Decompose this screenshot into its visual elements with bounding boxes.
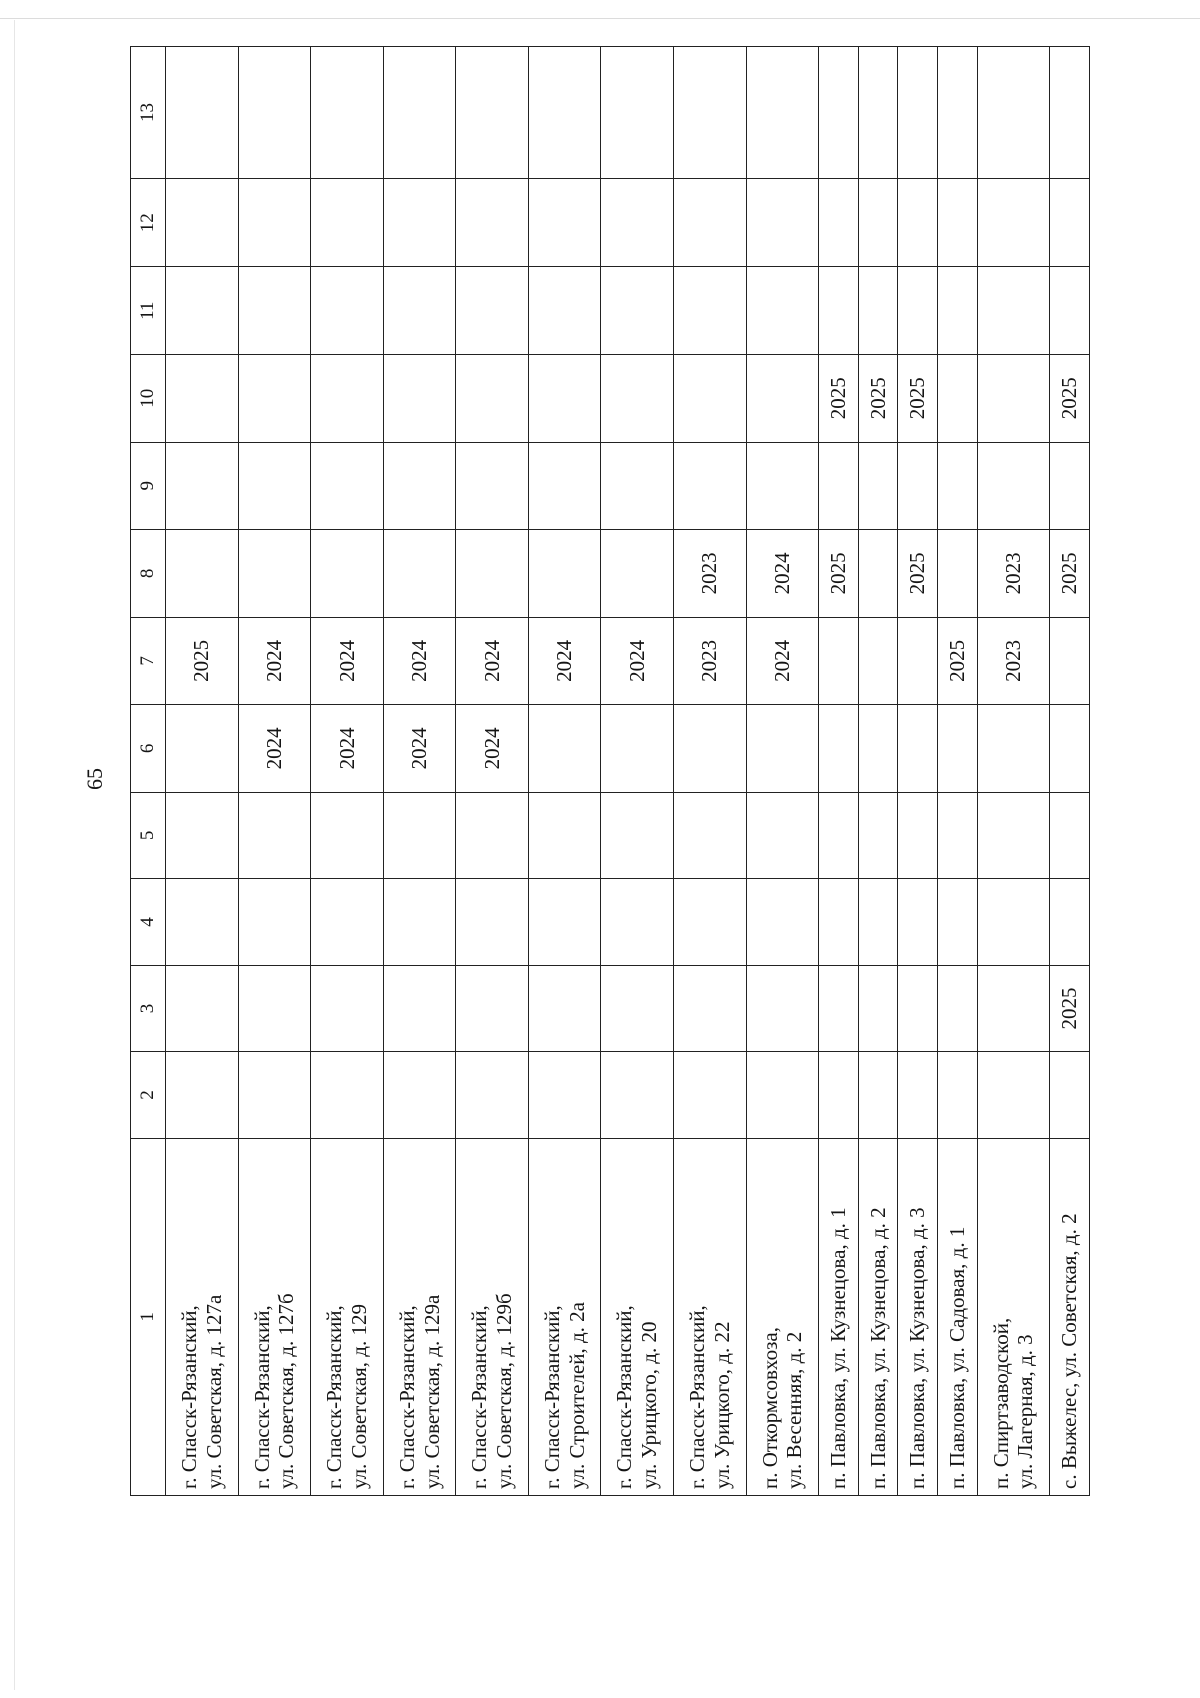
table-row <box>746 47 819 1496</box>
year-cell <box>456 267 529 355</box>
year-cell <box>1050 442 1090 530</box>
year-cell <box>746 47 819 179</box>
year-cell <box>819 879 859 966</box>
year-cell <box>238 1052 311 1139</box>
year-cell: 2023 <box>674 530 747 618</box>
address-cell: г. Спасск-Рязанский, ул. Советская, д. 127б <box>238 1138 311 1495</box>
table-row <box>938 47 978 1496</box>
column-number-header: 1 <box>131 1138 166 1495</box>
column-number-header: 13 <box>131 47 166 179</box>
year-cell <box>383 879 456 966</box>
year-cell <box>166 178 239 267</box>
year-cell <box>858 617 898 705</box>
address-cell: г. Спасск-Рязанский, ул. Урицкого, д. 22 <box>674 1138 747 1495</box>
year-cell <box>977 1052 1050 1139</box>
year-cell <box>166 705 239 793</box>
year-cell <box>528 178 601 267</box>
year-cell <box>166 442 239 530</box>
year-cell <box>311 47 384 179</box>
year-cell <box>977 267 1050 355</box>
year-cell <box>456 965 529 1052</box>
year-cell <box>1050 879 1090 966</box>
address-cell: с. Выжелес, ул. Советская, д. 2 <box>1050 1138 1090 1495</box>
year-cell <box>746 442 819 530</box>
year-cell <box>858 792 898 879</box>
table-row <box>977 47 1050 1496</box>
year-cell <box>166 965 239 1052</box>
page-number: 65 <box>82 768 107 790</box>
year-cell <box>166 267 239 355</box>
year-cell <box>601 178 674 267</box>
year-cell <box>383 965 456 1052</box>
year-cell <box>898 267 938 355</box>
year-cell: 2024 <box>311 617 384 705</box>
year-cell <box>456 530 529 618</box>
year-cell <box>528 792 601 879</box>
year-cell <box>746 792 819 879</box>
year-cell: 2024 <box>528 617 601 705</box>
year-cell <box>1050 267 1090 355</box>
address-cell: г. Спасск-Рязанский, ул. Советская, д. 129а <box>383 1138 456 1495</box>
year-cell <box>674 178 747 267</box>
table-row <box>311 47 384 1496</box>
year-cell <box>746 178 819 267</box>
table-row <box>238 47 311 1496</box>
year-cell: 2024 <box>311 705 384 793</box>
year-cell <box>819 705 859 793</box>
year-cell <box>166 792 239 879</box>
column-number-header: 2 <box>131 1052 166 1139</box>
year-cell <box>238 47 311 179</box>
year-cell <box>383 47 456 179</box>
year-cell: 2024 <box>238 705 311 793</box>
year-cell <box>528 442 601 530</box>
year-cell <box>383 355 456 443</box>
year-cell <box>1050 617 1090 705</box>
address-cell: г. Спасск-Рязанский, ул. Советская, д. 129 <box>311 1138 384 1495</box>
year-cell <box>1050 705 1090 793</box>
table-row <box>819 47 859 1496</box>
year-cell <box>238 965 311 1052</box>
year-cell: 2023 <box>977 530 1050 618</box>
table-row <box>456 47 529 1496</box>
year-cell <box>311 267 384 355</box>
year-cell <box>601 442 674 530</box>
year-cell <box>674 267 747 355</box>
year-cell <box>898 705 938 793</box>
column-number-header: 5 <box>131 792 166 879</box>
year-cell <box>977 47 1050 179</box>
year-cell <box>819 617 859 705</box>
year-cell <box>456 1052 529 1139</box>
year-cell <box>166 530 239 618</box>
year-cell <box>456 792 529 879</box>
year-cell <box>938 705 978 793</box>
year-cell <box>858 965 898 1052</box>
year-cell <box>898 792 938 879</box>
year-cell <box>938 355 978 443</box>
year-cell <box>819 178 859 267</box>
year-cell <box>746 965 819 1052</box>
table-row <box>383 47 456 1496</box>
year-cell <box>977 792 1050 879</box>
year-cell <box>938 1052 978 1139</box>
year-cell <box>238 355 311 443</box>
year-cell <box>456 47 529 179</box>
year-cell: 2025 <box>819 355 859 443</box>
table-row <box>528 47 601 1496</box>
year-cell <box>528 705 601 793</box>
year-cell: 2024 <box>456 617 529 705</box>
year-cell <box>238 267 311 355</box>
year-cell <box>601 47 674 179</box>
year-cell <box>528 267 601 355</box>
year-cell: 2025 <box>898 530 938 618</box>
year-cell <box>1050 1052 1090 1139</box>
year-cell <box>674 965 747 1052</box>
year-cell: 2024 <box>601 617 674 705</box>
year-cell <box>938 47 978 179</box>
year-cell <box>166 47 239 179</box>
year-cell <box>238 442 311 530</box>
year-cell <box>456 442 529 530</box>
year-cell <box>383 442 456 530</box>
year-cell <box>858 530 898 618</box>
year-cell <box>383 1052 456 1139</box>
year-cell <box>819 267 859 355</box>
year-cell <box>383 267 456 355</box>
year-cell <box>938 442 978 530</box>
year-cell: 2025 <box>166 617 239 705</box>
address-cell: п. Спиртзаводской, ул. Лагерная, д. 3 <box>977 1138 1050 1495</box>
year-cell <box>898 879 938 966</box>
address-cell: п. Павловка, ул. Кузнецова, д. 2 <box>858 1138 898 1495</box>
year-cell <box>819 792 859 879</box>
year-cell <box>977 705 1050 793</box>
column-number-header: 3 <box>131 965 166 1052</box>
year-cell <box>601 792 674 879</box>
year-cell <box>858 1052 898 1139</box>
year-cell <box>601 530 674 618</box>
year-cell: 2025 <box>819 530 859 618</box>
year-cell <box>674 47 747 179</box>
year-cell <box>601 705 674 793</box>
year-cell <box>938 965 978 1052</box>
column-number-header: 6 <box>131 705 166 793</box>
year-cell <box>746 355 819 443</box>
year-cell <box>601 1052 674 1139</box>
year-cell <box>858 879 898 966</box>
year-cell <box>311 442 384 530</box>
year-cell <box>858 47 898 179</box>
year-cell <box>528 879 601 966</box>
year-cell <box>238 530 311 618</box>
year-cell <box>1050 178 1090 267</box>
column-number-header: 8 <box>131 530 166 618</box>
column-number-header: 12 <box>131 178 166 267</box>
year-cell: 2025 <box>1050 965 1090 1052</box>
table-row <box>674 47 747 1496</box>
year-cell <box>674 442 747 530</box>
year-cell <box>819 442 859 530</box>
year-cell <box>383 792 456 879</box>
year-cell: 2025 <box>858 355 898 443</box>
year-cell <box>898 178 938 267</box>
year-cell <box>977 442 1050 530</box>
year-cell <box>456 355 529 443</box>
year-cell <box>166 879 239 966</box>
year-cell <box>311 965 384 1052</box>
year-cell <box>528 355 601 443</box>
year-cell <box>858 442 898 530</box>
year-cell <box>746 1052 819 1139</box>
year-cell: 2024 <box>383 617 456 705</box>
year-cell <box>674 705 747 793</box>
column-number-header: 7 <box>131 617 166 705</box>
year-cell <box>746 879 819 966</box>
year-cell <box>858 178 898 267</box>
rotated-table-sheet <box>130 46 1090 1496</box>
year-cell: 2024 <box>746 617 819 705</box>
year-cell: 2025 <box>1050 530 1090 618</box>
year-cell <box>977 178 1050 267</box>
year-cell <box>938 879 978 966</box>
year-cell <box>819 47 859 179</box>
year-cell <box>1050 47 1090 179</box>
address-cell: п. Павловка, ул. Кузнецова, д. 3 <box>898 1138 938 1495</box>
year-cell <box>746 267 819 355</box>
year-cell: 2023 <box>674 617 747 705</box>
address-cell: г. Спасск-Рязанский, ул. Советская, д. 127а <box>166 1138 239 1495</box>
year-cell <box>383 530 456 618</box>
year-cell: 2024 <box>746 530 819 618</box>
year-cell <box>311 792 384 879</box>
year-cell <box>238 792 311 879</box>
year-cell <box>977 355 1050 443</box>
year-cell <box>311 355 384 443</box>
table-row <box>1050 47 1090 1496</box>
address-cell: г. Спасск-Рязанский, ул. Строителей, д. 2а <box>528 1138 601 1495</box>
year-cell <box>674 879 747 966</box>
year-cell <box>898 47 938 179</box>
year-cell <box>528 1052 601 1139</box>
year-cell <box>601 267 674 355</box>
year-cell <box>601 965 674 1052</box>
year-cell: 2025 <box>1050 355 1090 443</box>
year-cell <box>528 47 601 179</box>
year-cell <box>977 965 1050 1052</box>
year-cell <box>819 965 859 1052</box>
year-cell: 2024 <box>456 705 529 793</box>
year-cell <box>898 1052 938 1139</box>
year-cell <box>528 530 601 618</box>
table-row <box>858 47 898 1496</box>
year-cell <box>1050 792 1090 879</box>
year-cell <box>746 705 819 793</box>
year-cell <box>898 617 938 705</box>
year-cell <box>311 879 384 966</box>
year-cell: 2025 <box>898 355 938 443</box>
year-cell <box>383 178 456 267</box>
column-number-header: 11 <box>131 267 166 355</box>
year-cell <box>819 1052 859 1139</box>
address-cell: п. Павловка, ул. Кузнецова, д. 1 <box>819 1138 859 1495</box>
column-number-header: 4 <box>131 879 166 966</box>
table-row <box>601 47 674 1496</box>
header-row <box>131 47 166 1496</box>
address-cell: г. Спасск-Рязанский, ул. Советская, д. 129б <box>456 1138 529 1495</box>
year-cell <box>311 1052 384 1139</box>
year-cell <box>456 178 529 267</box>
year-cell: 2025 <box>938 617 978 705</box>
year-cell <box>311 530 384 618</box>
year-cell <box>166 1052 239 1139</box>
year-cell: 2023 <box>977 617 1050 705</box>
year-cell <box>238 178 311 267</box>
year-cell <box>601 879 674 966</box>
year-cell <box>977 879 1050 966</box>
column-number-header: 10 <box>131 355 166 443</box>
year-cell <box>674 355 747 443</box>
year-cell <box>858 267 898 355</box>
year-cell <box>938 178 978 267</box>
schedule-table <box>130 46 1090 1496</box>
year-cell <box>938 792 978 879</box>
year-cell <box>858 705 898 793</box>
address-cell: г. Спасск-Рязанский, ул. Урицкого, д. 20 <box>601 1138 674 1495</box>
address-cell: п. Павловка, ул. Садовая, д. 1 <box>938 1138 978 1495</box>
year-cell <box>238 879 311 966</box>
year-cell <box>938 530 978 618</box>
year-cell <box>311 178 384 267</box>
table-row <box>166 47 239 1496</box>
year-cell <box>674 792 747 879</box>
year-cell: 2024 <box>238 617 311 705</box>
year-cell <box>938 267 978 355</box>
year-cell <box>674 1052 747 1139</box>
column-number-header: 9 <box>131 442 166 530</box>
table-row <box>898 47 938 1496</box>
year-cell <box>898 442 938 530</box>
year-cell <box>601 355 674 443</box>
year-cell <box>528 965 601 1052</box>
scan-edge-line <box>0 18 1200 19</box>
year-cell <box>456 879 529 966</box>
year-cell: 2024 <box>383 705 456 793</box>
year-cell <box>898 965 938 1052</box>
year-cell <box>166 355 239 443</box>
scan-edge-line <box>14 20 15 1690</box>
address-cell: п. Откормсовхоза, ул. Весенняя, д. 2 <box>746 1138 819 1495</box>
